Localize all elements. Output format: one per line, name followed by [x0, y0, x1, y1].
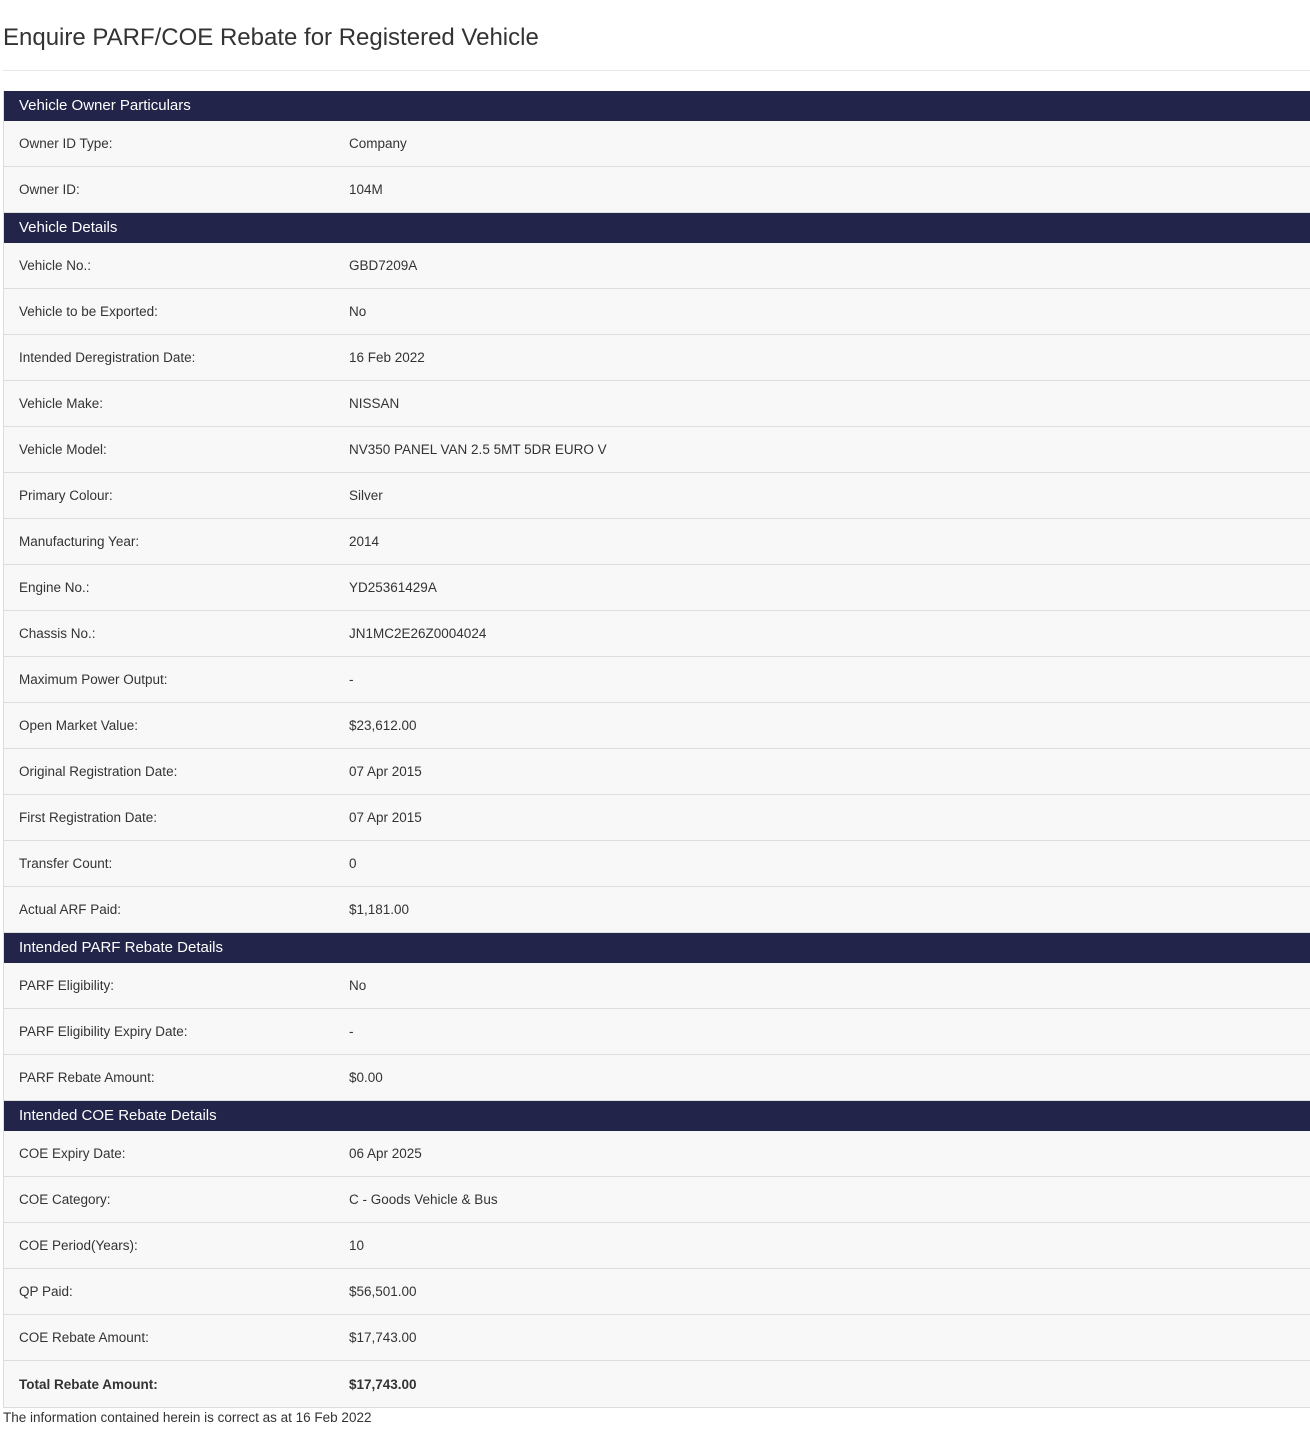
detail-row-actual-arf-paid	[4, 887, 1310, 933]
row-label: Transfer Count:	[19, 856, 113, 871]
row-value: $56,501.00	[349, 1284, 417, 1299]
row-value: $17,743.00	[349, 1330, 417, 1345]
detail-row-open-market-value	[4, 703, 1310, 749]
row-label: First Registration Date:	[19, 810, 158, 825]
row-value: YD25361429A	[349, 580, 437, 595]
row-value: Silver	[349, 488, 383, 503]
row-label: PARF Eligibility:	[19, 978, 115, 993]
row-label: PARF Rebate Amount:	[19, 1070, 155, 1085]
detail-row-parf-eligibility-expiry	[4, 1009, 1310, 1055]
row-label: Owner ID Type:	[19, 136, 113, 151]
row-value: NISSAN	[349, 396, 400, 411]
section-header-coe: Intended COE Rebate Details	[4, 1101, 1310, 1131]
row-label: Intended Deregistration Date:	[19, 350, 196, 365]
row-value: No	[349, 304, 367, 319]
row-label: COE Period(Years):	[19, 1238, 138, 1253]
detail-row-max-power-output	[4, 657, 1310, 703]
detail-row-vehicle-make	[4, 381, 1310, 427]
footer-note: The information contained herein is correct as at 16 Feb 2022	[3, 1410, 372, 1425]
row-label: COE Rebate Amount:	[19, 1330, 149, 1345]
section-header-vehicle: Vehicle Details	[4, 213, 1310, 243]
row-label: COE Expiry Date:	[19, 1146, 126, 1161]
detail-row-qp-paid	[4, 1269, 1310, 1315]
row-value: No	[349, 978, 367, 993]
row-value: -	[349, 1024, 354, 1039]
row-label: QP Paid:	[19, 1284, 73, 1299]
row-value: C - Goods Vehicle & Bus	[349, 1192, 498, 1207]
rebate-details-panel	[3, 91, 1310, 1408]
row-label: Vehicle No.:	[19, 258, 92, 273]
row-value: $0.00	[349, 1070, 383, 1085]
row-label: Vehicle Model:	[19, 442, 107, 457]
row-value: $17,743.00	[349, 1376, 417, 1392]
row-label: COE Category:	[19, 1192, 111, 1207]
detail-row-parf-eligibility	[4, 963, 1310, 1009]
row-value: JN1MC2E26Z0004024	[349, 626, 487, 641]
row-value: 0	[349, 856, 357, 871]
row-label: Primary Colour:	[19, 488, 113, 503]
detail-row-coe-category	[4, 1177, 1310, 1223]
row-label: Owner ID:	[19, 182, 80, 197]
row-label: Chassis No.:	[19, 626, 96, 641]
section-header-parf: Intended PARF Rebate Details	[4, 933, 1310, 963]
detail-row-total-rebate-amount	[4, 1361, 1310, 1407]
detail-row-vehicle-no	[4, 243, 1310, 289]
page-title: Enquire PARF/COE Rebate for Registered Vehicle	[3, 24, 539, 51]
row-label: Actual ARF Paid:	[19, 902, 122, 917]
row-value: 104M	[349, 182, 383, 197]
detail-row-vehicle-model	[4, 427, 1310, 473]
detail-row-first-registration-date	[4, 795, 1310, 841]
row-value: $23,612.00	[349, 718, 417, 733]
detail-row-vehicle-exported	[4, 289, 1310, 335]
detail-row-deregistration-date	[4, 335, 1310, 381]
row-label: Engine No.:	[19, 580, 90, 595]
detail-row-original-registration-date	[4, 749, 1310, 795]
detail-row-coe-expiry-date	[4, 1131, 1310, 1177]
detail-row-chassis-no	[4, 611, 1310, 657]
detail-row-primary-colour	[4, 473, 1310, 519]
row-value: $1,181.00	[349, 902, 410, 917]
row-label: Maximum Power Output:	[19, 672, 168, 687]
row-value: GBD7209A	[349, 258, 418, 273]
row-label: Vehicle Make:	[19, 396, 104, 411]
detail-row-coe-period	[4, 1223, 1310, 1269]
row-label: Total Rebate Amount:	[19, 1376, 158, 1392]
row-value: 06 Apr 2025	[349, 1146, 422, 1161]
row-value: 2014	[349, 534, 380, 549]
row-label: Manufacturing Year:	[19, 534, 140, 549]
detail-row-owner-id-type	[4, 121, 1310, 167]
section-header-owner: Vehicle Owner Particulars	[4, 91, 1310, 121]
row-value: 10	[349, 1238, 365, 1253]
row-value: 16 Feb 2022	[349, 350, 425, 365]
detail-row-owner-id	[4, 167, 1310, 213]
detail-row-coe-rebate-amount	[4, 1315, 1310, 1361]
row-value: 07 Apr 2015	[349, 764, 422, 779]
detail-row-engine-no	[4, 565, 1310, 611]
row-label: PARF Eligibility Expiry Date:	[19, 1024, 188, 1039]
row-value: 07 Apr 2015	[349, 810, 422, 825]
title-divider	[3, 70, 1310, 71]
detail-row-transfer-count	[4, 841, 1310, 887]
row-label: Vehicle to be Exported:	[19, 304, 158, 319]
row-label: Original Registration Date:	[19, 764, 178, 779]
row-value: -	[349, 672, 354, 687]
row-value: NV350 PANEL VAN 2.5 5MT 5DR EURO V	[349, 442, 607, 457]
detail-row-manufacturing-year	[4, 519, 1310, 565]
row-value: Company	[349, 136, 407, 151]
detail-row-parf-rebate-amount	[4, 1055, 1310, 1101]
row-label: Open Market Value:	[19, 718, 139, 733]
